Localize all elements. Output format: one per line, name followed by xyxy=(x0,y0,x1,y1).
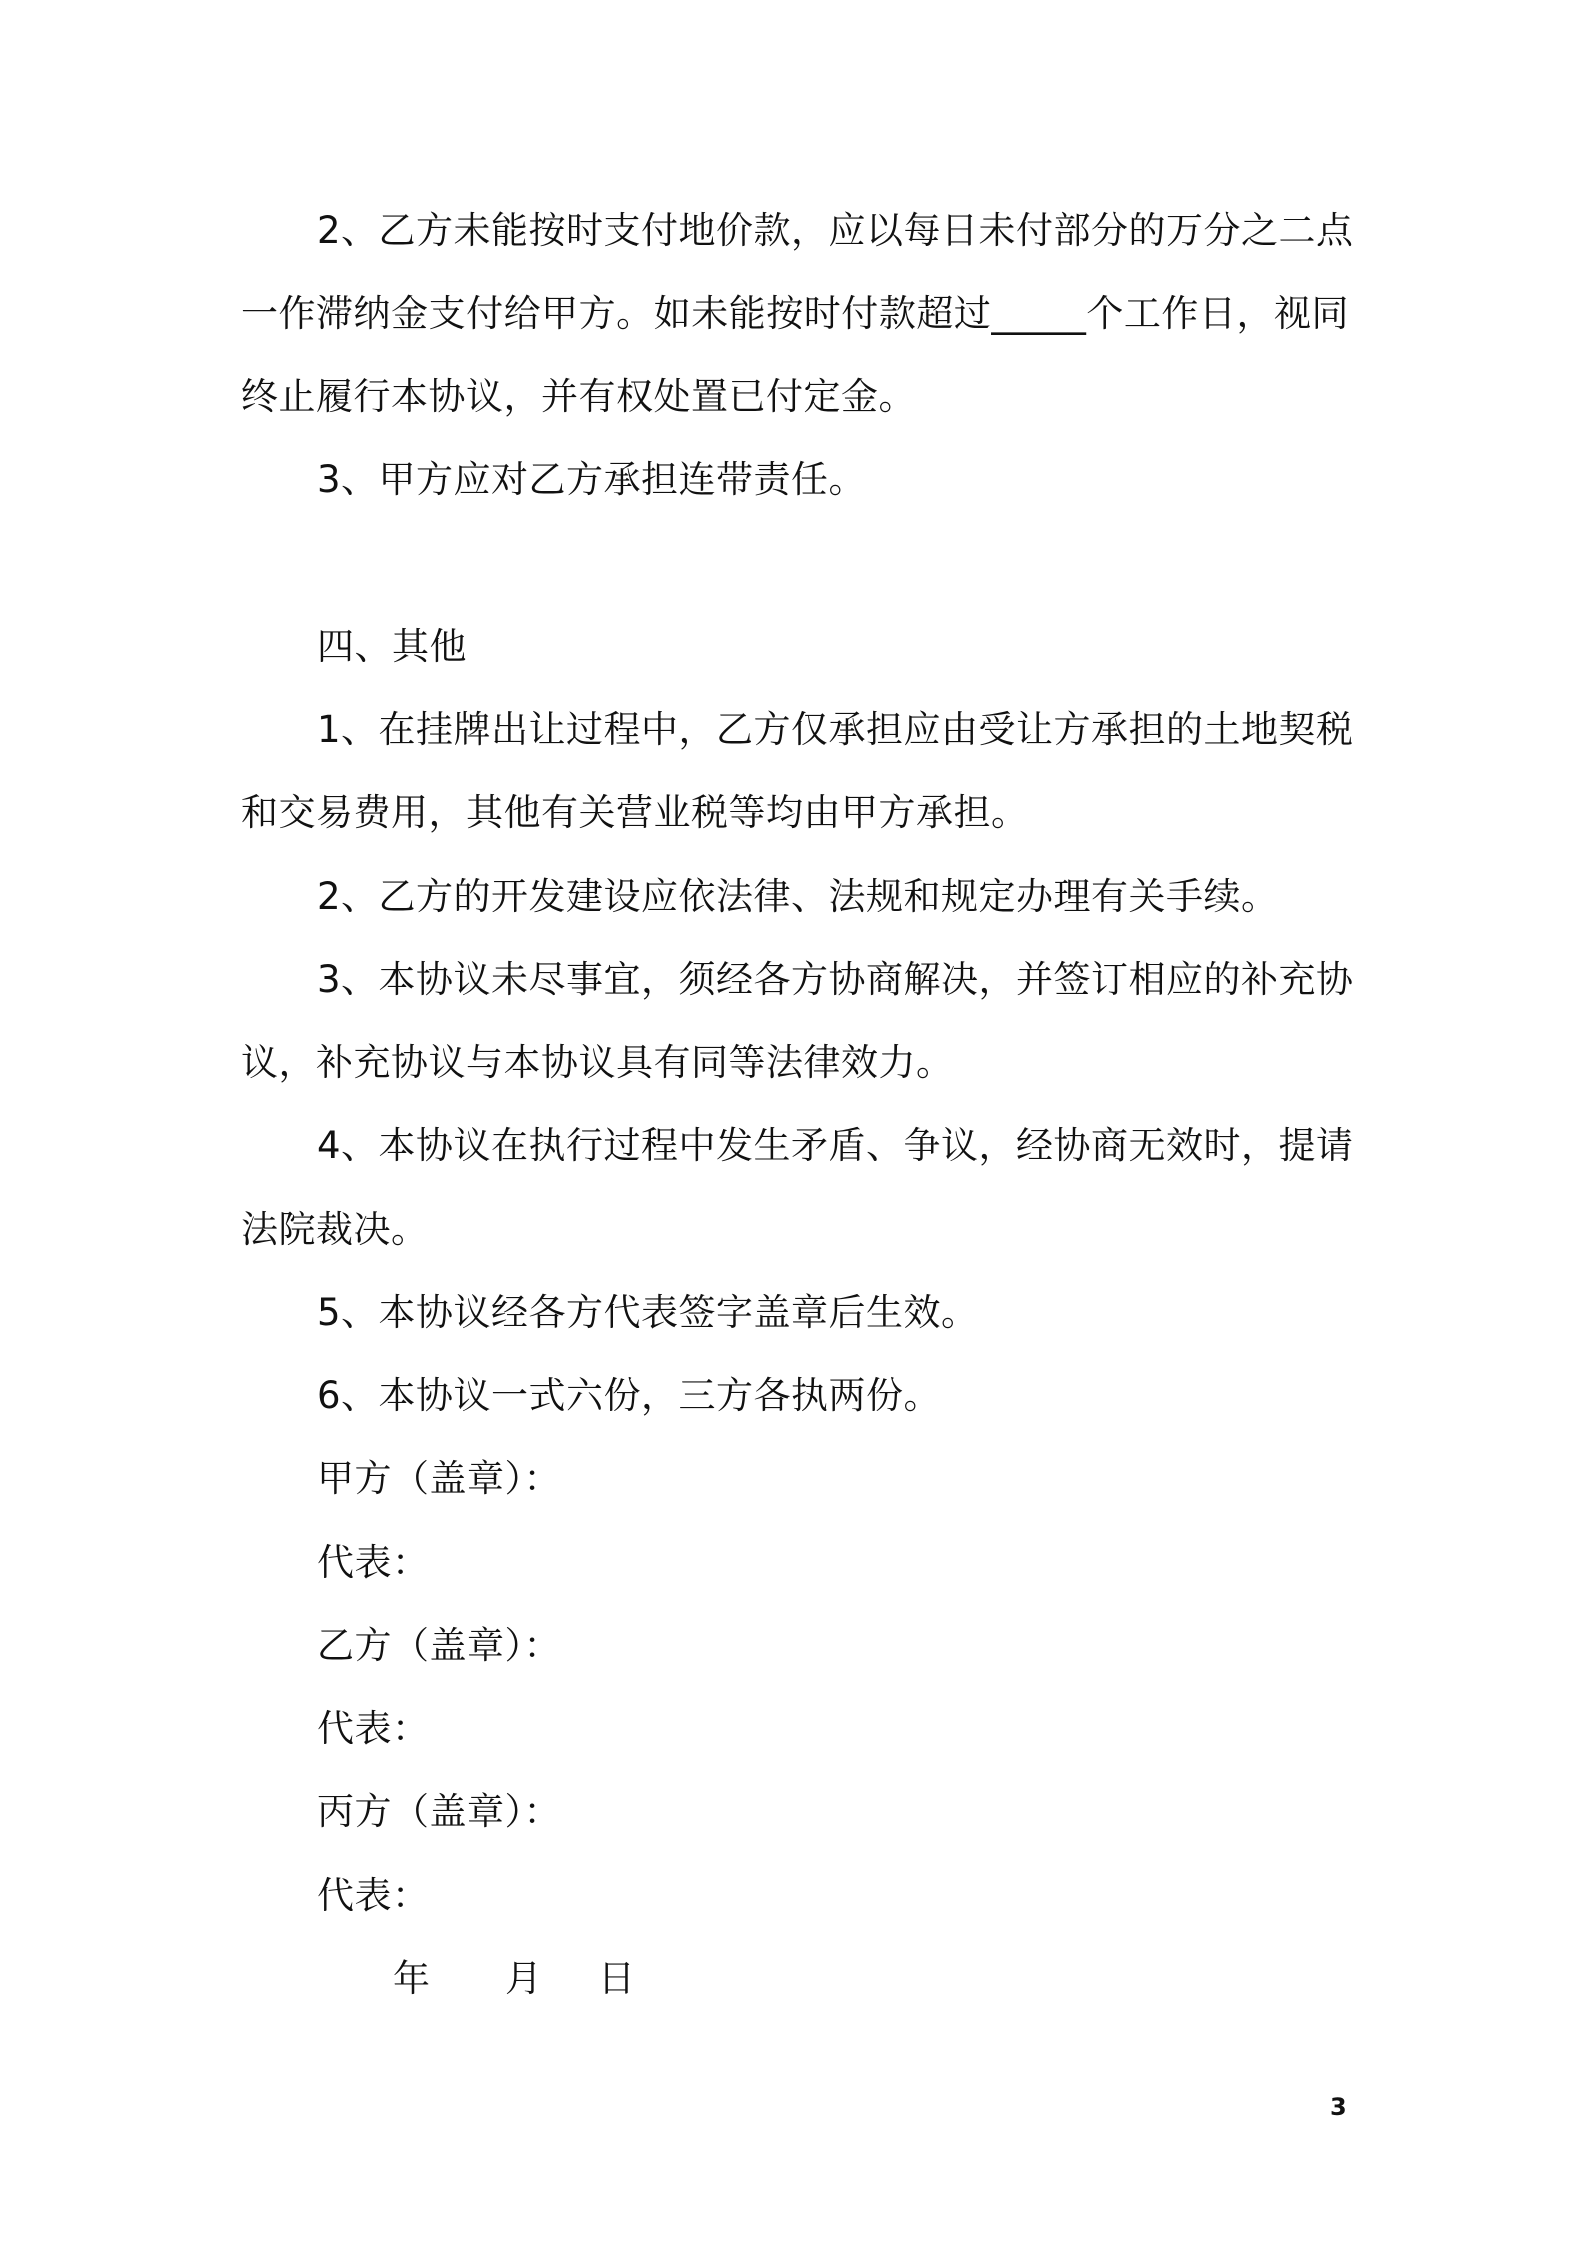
party-a-representative-label: 代表： xyxy=(317,1541,430,1584)
clause-4-4-line-1: 4、本协议在执行过程中发生矛盾、争议，经协商无效时，提请 xyxy=(317,1124,1354,1167)
clause-4-3-line-2: 议，补充协议与本协议具有同等法律效力。 xyxy=(241,1041,954,1084)
party-a-seal-label: 甲方（盖章）： xyxy=(317,1457,561,1500)
party-b-representative-label: 代表： xyxy=(317,1707,430,1750)
clause-3-3: 3、甲方应对乙方承担连带责任。 xyxy=(317,458,867,501)
page-number: 3 xyxy=(1330,2093,1347,2121)
clause-4-4-line-2: 法院裁决。 xyxy=(241,1208,429,1251)
party-b-seal-label: 乙方（盖章）： xyxy=(317,1624,561,1667)
date-month-label: 月 xyxy=(505,1957,542,2000)
clause-4-6: 6、本协议一式六份，三方各执两份。 xyxy=(317,1374,942,1417)
section-4-heading: 四、其他 xyxy=(317,625,467,668)
clause-4-5: 5、本协议经各方代表签字盖章后生效。 xyxy=(317,1291,979,1334)
party-c-representative-label: 代表： xyxy=(317,1874,430,1917)
clause-4-1-line-2: 和交易费用，其他有关营业税等均由甲方承担。 xyxy=(241,791,1029,834)
clause-3-2-line-2: 一作滞纳金支付给甲方。如未能按时付款超过_____个工作日，视同 xyxy=(241,292,1349,335)
clause-4-3-line-1: 3、本协议未尽事宜，须经各方协商解决，并签订相应的补充协 xyxy=(317,958,1354,1001)
clause-3-2-line-1: 2、乙方未能按时支付地价款，应以每日未付部分的万分之二点 xyxy=(317,209,1354,252)
clause-4-1-line-1: 1、在挂牌出让过程中，乙方仅承担应由受让方承担的土地契税 xyxy=(317,708,1354,751)
clause-3-2-line-3: 终止履行本协议，并有权处置已付定金。 xyxy=(241,375,916,418)
date-day-label: 日 xyxy=(598,1957,635,2000)
party-c-seal-label: 丙方（盖章）： xyxy=(317,1790,561,1833)
date-year-label: 年 xyxy=(393,1957,430,2000)
clause-4-2: 2、乙方的开发建设应依法律、法规和规定办理有关手续。 xyxy=(317,875,1279,918)
